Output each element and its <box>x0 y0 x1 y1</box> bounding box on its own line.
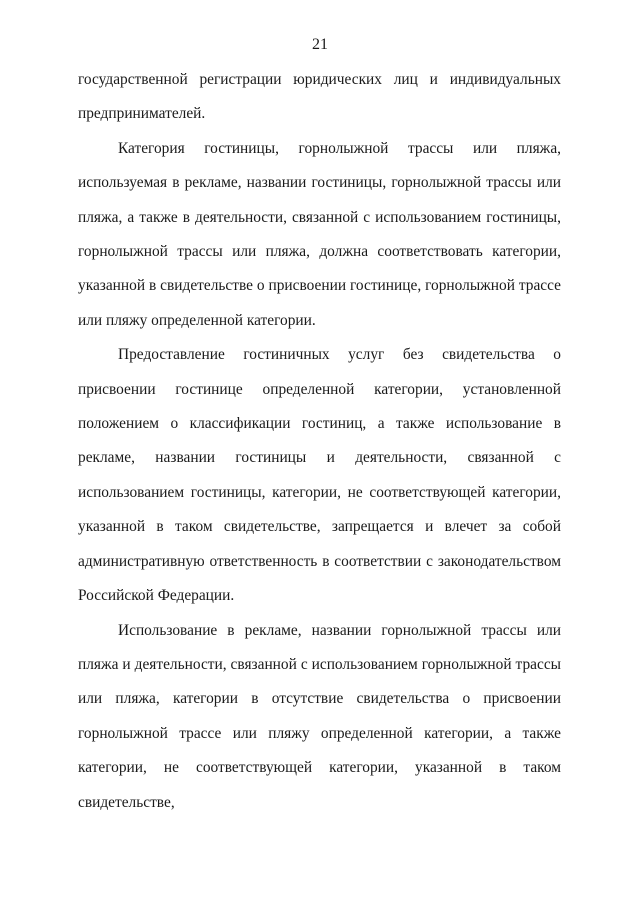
page-number: 21 <box>312 36 328 53</box>
paragraph-hotel-services: Предоставление гостиничных услуг без свидетельства о присвоении гостинице определенной категории, установленной положением о классификации гостиниц, а также использование в рекламе, названии гостиницы и деятельности, связанной с использованием гостиницы, категории, не соответствующей категории, указанной в таком свидетельстве, запрещается и влечет за собой административную ответственность в соответствии с законодательством Российской Федерации. <box>78 346 561 605</box>
document-body <box>78 63 561 820</box>
paragraph-hotel-category: Категория гостиницы, горнолыжной трассы или пляжа, используемая в рекламе, названии гостиницы, горнолыжной трассы или пляжа, а также в деятельности, связанной с использованием гостиницы, горнолыжной трассы или пляжа, должна соответствовать категории, указанной в свидетельстве о присвоении гостинице, горнолыжной трассе или пляжу определенной категории. <box>78 139 561 329</box>
paragraph-continuation: государственной регистрации юридических лиц и индивидуальных предпринимателей. <box>78 71 561 123</box>
paragraph-ski-beach-category: Использование в рекламе, названии горнолыжной трассы или пляжа и деятельности, связанной с использованием горнолыжной трассы или пляжа, категории в отсутствие свидетельства о присвоении горнолыжной трассе или пляжу определенной категории, а также категории, не соответствующей категории, указанной в таком свидетельстве, <box>78 621 561 811</box>
